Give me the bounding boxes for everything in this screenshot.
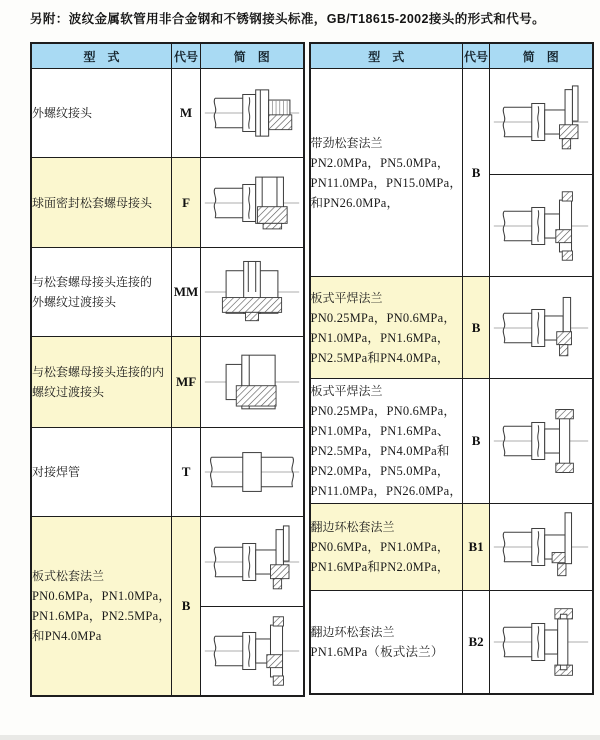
type-line: 翻边环松套法兰 <box>310 624 395 639</box>
code-cell: F <box>172 158 201 248</box>
header-type: 型 式 <box>31 43 172 69</box>
type-line: PN1.6MPa（板式法兰） <box>310 644 444 659</box>
type-line: 和PN26.0MPa， <box>310 195 400 210</box>
type-line: 板式松套法兰 <box>32 568 105 583</box>
type-line: PN2.0MPa，PN5.0MPa， <box>310 155 450 170</box>
type-line: PN1.0MPa，PN1.6MPa， <box>310 330 450 345</box>
flange-d-diagram <box>491 404 591 478</box>
type-line: PN0.25MPa，PN0.6MPa， <box>310 404 457 418</box>
joint-table-left <box>30 42 305 697</box>
type-cell <box>31 337 172 428</box>
table-body-left <box>31 69 304 696</box>
nipple-diagram <box>202 255 302 329</box>
type-cell <box>31 69 172 158</box>
header-type: 型 式 <box>310 43 463 69</box>
flange-b-diagram <box>491 189 591 263</box>
type-line: PN1.0MPa，PN1.6MPa、 <box>310 424 450 438</box>
diagram-cell <box>490 379 593 504</box>
code-cell: B <box>463 379 490 504</box>
male-thread-diagram <box>202 76 302 150</box>
type-line: 板式平焊法兰 <box>310 290 383 305</box>
type-line: PN2.5MPa和PN4.0MPa， <box>310 350 450 365</box>
page-title: 另附：波纹金属软管用非合金钢和不锈钢接头标准，GB/T18615-2002接头的形式和代号。 <box>30 12 545 26</box>
flange-a-diagram <box>202 525 302 599</box>
type-cell <box>310 379 463 504</box>
type-line: 与松套螺母接头连接的 <box>32 275 153 289</box>
type-line: 球面密封松套螺母接头 <box>32 195 153 210</box>
type-cell <box>31 428 172 517</box>
diagram-cell <box>201 337 304 428</box>
diagram-cell <box>490 277 593 379</box>
type-line: 与松套螺母接头连接的内 <box>32 365 165 379</box>
diagram-cell <box>201 69 304 158</box>
code-cell: MF <box>172 337 201 428</box>
diagram-cell <box>490 504 593 591</box>
joint-table-right <box>309 42 594 695</box>
type-cell <box>310 591 463 694</box>
type-line: PN2.0MPa，PN5.0MPa， <box>310 464 450 478</box>
type-line: PN1.6MPa和PN2.0MPa， <box>310 560 450 574</box>
diagram-cell <box>490 591 593 694</box>
type-line: 对接焊管 <box>32 465 81 479</box>
type-line: PN2.5MPa，PN4.0MPa和 <box>310 444 450 458</box>
table-row <box>31 428 304 517</box>
type-line: 外螺纹过渡接头 <box>32 295 117 309</box>
code-cell: T <box>172 428 201 517</box>
type-cell <box>31 158 172 248</box>
code-cell: MM <box>172 248 201 337</box>
code-cell: B <box>172 517 201 696</box>
type-line: 板式平焊法兰 <box>310 384 383 398</box>
table-row <box>31 158 304 248</box>
page-edge-shadow <box>0 735 600 740</box>
type-line: PN11.0MPa，PN15.0MPa， <box>310 175 463 190</box>
header-code: 代号 <box>172 43 201 69</box>
table-row <box>310 379 593 504</box>
diagram-cell <box>201 158 304 248</box>
diagram-cell <box>490 175 593 277</box>
type-line: 和PN4.0MPa <box>32 628 102 643</box>
type-line: PN0.6MPa，PN1.0MPa， <box>32 588 172 603</box>
code-cell: B2 <box>463 591 490 694</box>
type-cell <box>31 248 172 337</box>
tables-container <box>30 42 594 697</box>
flange-c-diagram <box>491 291 591 365</box>
type-cell <box>310 69 463 277</box>
code-cell: B1 <box>463 504 490 591</box>
butt-weld-diagram <box>202 435 302 509</box>
type-line: PN1.6MPa，PN2.5MPa， <box>32 608 172 623</box>
type-line: PN0.6MPa，PN1.0MPa， <box>310 540 450 554</box>
header-row <box>310 43 593 69</box>
table-row <box>310 277 593 379</box>
table-row <box>31 337 304 428</box>
type-line: 翻边环松套法兰 <box>310 520 395 534</box>
type-cell <box>310 277 463 379</box>
type-line: 外螺纹接头 <box>32 106 93 120</box>
table-row <box>310 591 593 694</box>
header-code: 代号 <box>463 43 490 69</box>
type-line: PN11.0MPa，PN26.0MPa， <box>310 484 463 498</box>
table-row <box>31 248 304 337</box>
swivel-nut-diagram <box>202 166 302 240</box>
table-row <box>310 504 593 591</box>
table-body-right <box>310 69 593 694</box>
diagram-cell <box>201 428 304 517</box>
type-cell <box>310 504 463 591</box>
header-diagram: 简 图 <box>201 43 304 69</box>
header-diagram: 简 图 <box>490 43 593 69</box>
diagram-cell <box>201 248 304 337</box>
table-row <box>310 69 593 175</box>
diagram-cell <box>201 607 304 696</box>
type-line: 带劲松套法兰 <box>310 135 383 150</box>
type-line: 螺纹过渡接头 <box>32 385 105 399</box>
type-line: PN0.25MPa，PN0.6MPa， <box>310 310 457 325</box>
header-row <box>31 43 304 69</box>
code-cell: B <box>463 69 490 277</box>
type-cell <box>31 517 172 696</box>
code-cell: M <box>172 69 201 158</box>
code-cell: B <box>463 277 490 379</box>
table-row <box>31 517 304 607</box>
table-row <box>31 69 304 158</box>
flange-b-diagram <box>202 614 302 688</box>
diagram-cell <box>490 69 593 175</box>
flange-b1-diagram <box>491 510 591 584</box>
flange-a-diagram <box>491 85 591 159</box>
flange-b2-diagram <box>491 605 591 679</box>
female-adapter-diagram <box>202 345 302 419</box>
diagram-cell <box>201 517 304 607</box>
